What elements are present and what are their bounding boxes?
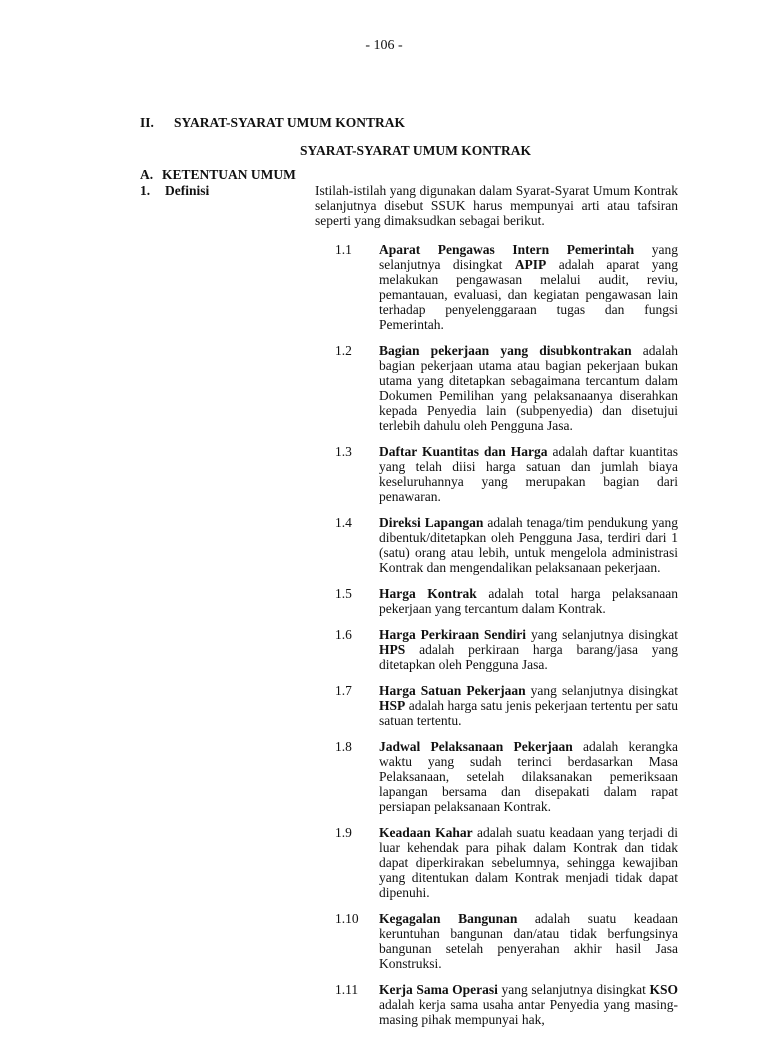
definition-number: 1.5	[335, 586, 352, 601]
definition-text	[379, 343, 678, 433]
definition-number: 1.4	[335, 515, 352, 530]
definition-body: yang selanjutnya disingkat	[379, 242, 678, 272]
definition-item	[335, 627, 678, 672]
defined-term: Direksi Lapangan	[379, 515, 484, 530]
definition-body: adalah suatu keadaan keruntuhan bangunan dan/atau tidak berfungsinya bangunan setelah penyerahan akhir hasil Jasa Konstruksi.	[379, 911, 678, 971]
definition-body: yang selanjutnya disingkat	[525, 683, 678, 698]
definition-text	[379, 586, 678, 616]
center-title: SYARAT-SYARAT UMUM KONTRAK	[300, 143, 532, 158]
definition-text	[379, 911, 678, 971]
definition-number: 1.10	[335, 911, 359, 926]
defined-term: Kegagalan Bangunan	[379, 911, 518, 926]
definition-item	[335, 982, 678, 1027]
definition-number: 1.6	[335, 627, 352, 642]
defined-term: Daftar Kuantitas dan Harga	[379, 444, 548, 459]
definition-number: 1.8	[335, 739, 352, 754]
subsection-heading	[140, 167, 296, 183]
definition-text	[379, 627, 678, 672]
definition-body: yang selanjutnya disingkat	[497, 982, 650, 997]
defined-term: Aparat Pengawas Intern Pemerintah	[379, 242, 635, 257]
defined-term: Harga Satuan Pekerjaan	[379, 683, 526, 698]
definition-text	[379, 739, 678, 814]
section-roman-numeral: II.	[140, 115, 154, 130]
definition-number: 1.2	[335, 343, 352, 358]
page-number: - 106 -	[365, 38, 403, 53]
definition-number: 1.3	[335, 444, 352, 459]
subsection-label: A.	[140, 167, 154, 182]
definition-item	[335, 911, 678, 971]
defined-term: APIP	[514, 257, 547, 272]
definition-body: adalah tenaga/tim pendukung yang dibentuk/ditetapkan oleh Pengguna Jasa, terdiri dari 1 (satu) orang atau lebih, untuk mengelola administrasi Kontrak dan mengendalikan pelaksanaan pekerjaan.	[379, 515, 678, 575]
item-heading	[140, 183, 209, 199]
definition-number: 1.1	[335, 242, 352, 257]
section-heading	[140, 115, 405, 131]
defined-term: HPS	[379, 642, 406, 657]
definition-body: adalah aparat yang melakukan pengawasan melalui audit, reviu, pemantauan, evaluasi, dan kegiatan pengawasan lain terhadap penyelenggaraan tugas dan fungsi Pemerintah.	[379, 257, 678, 332]
definition-item	[335, 444, 678, 504]
item-title: Definisi	[165, 183, 210, 198]
definition-text	[379, 444, 678, 504]
definition-body: adalah total harga pelaksanaan pekerjaan yang tercantum dalam Kontrak.	[379, 586, 679, 616]
defined-term: Jadwal Pelaksanaan Pekerjaan	[379, 739, 573, 754]
defined-term: HSP	[379, 698, 406, 713]
defined-term: Harga Perkiraan Sendiri	[379, 627, 527, 642]
subsection-title: KETENTUAN UMUM	[162, 167, 296, 182]
definition-body: adalah harga satu jenis pekerjaan tertentu per satu satuan tertentu.	[379, 698, 678, 728]
definition-item	[335, 739, 678, 814]
intro-paragraph: Istilah-istilah yang digunakan dalam Syarat-Syarat Umum Kontrak selanjutnya disebut SSUK harus mempunyai arti atau tafsiran seperti yang dimaksudkan sebagai berikut.	[315, 183, 678, 228]
definition-item	[335, 515, 678, 575]
definition-text	[379, 242, 678, 332]
definition-number: 1.9	[335, 825, 352, 840]
definition-text	[379, 515, 678, 575]
defined-term: Harga Kontrak	[379, 586, 477, 601]
definition-body: adalah daftar kuantitas yang telah diisi harga satuan dan jumlah biaya keseluruhannya yang merupakan bagian dari penawaran.	[379, 444, 678, 504]
item-label: 1.	[140, 183, 151, 198]
definition-item	[335, 242, 678, 332]
section-heading-title: SYARAT-SYARAT UMUM KONTRAK	[174, 115, 406, 130]
definition-number: 1.7	[335, 683, 352, 698]
defined-term: Keadaan Kahar	[379, 825, 473, 840]
definition-body: adalah kerangka waktu yang sudah terinci berdasarkan Masa Pelaksanaan, setelah dilaksanakan pemeriksaan lapangan bersama dan disepakati dalam rapat persiapan pelaksanaan Kontrak.	[379, 739, 678, 814]
definition-number: 1.11	[335, 982, 359, 997]
definition-item	[335, 825, 678, 900]
definition-item	[335, 343, 678, 433]
definition-text	[379, 683, 678, 728]
definition-body: adalah kerja sama usaha antar Penyedia yang masing-masing pihak mempunyai hak,	[379, 997, 678, 1027]
definition-body: yang selanjutnya disingkat	[526, 627, 678, 642]
definition-body: adalah perkiraan harga barang/jasa yang ditetapkan oleh Pengguna Jasa.	[379, 642, 678, 672]
definition-text	[379, 825, 678, 900]
definition-body: adalah suatu keadaan yang terjadi di luar kehendak para pihak dalam Kontrak dan tidak dapat diperkirakan sebelumnya, sehingga kewajiban yang ditentukan dalam Kontrak menjadi tidak dapat dipenuhi.	[379, 825, 679, 900]
definition-list	[335, 242, 678, 1038]
definition-item	[335, 683, 678, 728]
defined-term: KSO	[649, 982, 678, 997]
definition-item	[335, 586, 678, 616]
defined-term: Bagian pekerjaan yang disubkontrakan	[379, 343, 632, 358]
definition-body: adalah bagian pekerjaan utama atau bagian pekerjaan bukan utama yang ditetapkan sebagaimana tercantum dalam Dokumen Pemilihan yang pelaksanaanya diserahkan kepada Penyedia lain (subpenyedia) dan disetujui terlebih dahulu oleh Pengguna Jasa.	[379, 343, 678, 433]
defined-term: Kerja Sama Operasi	[379, 982, 498, 997]
definition-text	[379, 982, 678, 1027]
